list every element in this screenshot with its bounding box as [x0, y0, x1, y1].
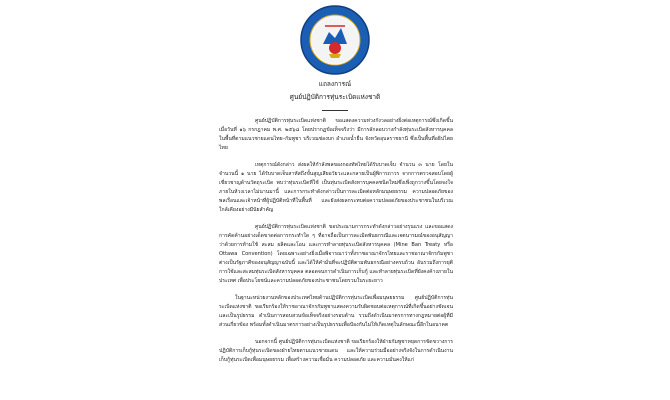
- issuing-organization: ศูนย์ปฏิบัติการทุ่นระเบิดแห่งชาติ: [289, 93, 381, 101]
- paragraph-3: ศูนย์ปฏิบัติการทุ่นระเบิดแห่งชาติ ขอประณามการกระทำดังกล่าวอย่างรุนแรง และขอแสดงการคัดค้านอย่างเด็ดขาดต่อการกระทำใด ๆ ที่อาจถือเป็นการละเมิดพันธกรณีและเจตนารมณ์ของอนุสัญญาว่าด้วยการห้ามใช้ สะสม ผลิตและโอน และการทำลายทุ่นระเบิดสังหารบุคคล (Mine Ban Treaty หรือ Ottawa Convention) โดยเฉพาะอย่างยิ่งเมื่อพิจารณาว่าทั้งราชอาณาจักรไทยและราชอาณาจักรกัมพูชาต่างเป็นรัฐภาคีของอนุสัญญาฉบับนี้ และได้ให้คำมั่นที่จะปฏิบัติตามพันธกรณีอย่างครบถ้วน อันรวมถึงการยุติการใช้และสะสมทุ่นระเบิดสังหารบุคคล ตลอดจนการดำเนินการเก็บกู้ และทำลายทุ่นระเบิดที่ยังคงค้างภายในประเทศ เพื่อประโยชน์และความปลอดภัยของประชาชนโดยรวมในระยะยาว: [219, 224, 453, 284]
- statement-body: [219, 117, 453, 373]
- paragraph-4: ในฐานะหน่วยงานหลักของประเทศไทยด้านปฏิบัติการทุ่นระเบิดเพื่อมนุษยธรรม ศูนย์ปฏิบัติการทุ่นระเบิดแห่งชาติ ขอเรียกร้องให้ราชอาณาจักรกัมพูชาแสดงความรับผิดชอบต่อเหตุการณ์ที่เกิดขึ้นอย่างชัดเจนและเป็นรูปธรรม ดำเนินการสอบสวนข้อเท็จจริงอย่างรอบด้าน รวมถึงดำเนินมาตรการทางกฎหมายต่อผู้ที่มีส่วนเกี่ยวข้อง พร้อมทั้งดำเนินมาตรการอย่างเป็นรูปธรรมเพื่อป้องกันไม่ให้เกิดเหตุในลักษณะนี้อีกในอนาคต: [219, 295, 453, 328]
- paragraph-1: ศูนย์ปฏิบัติการทุ่นระเบิดแห่งชาติ ขอแสดงความห่วงกังวลอย่างยิ่งต่อเหตุการณ์ซึ่งเกิดขึ้นเมื่อวันที่ ๑๖ กรกฎาคม พ.ศ. ๒๕๖๘ โดยปรากฏข้อเท็จจริงว่า มีการลักลอบวางกำลังทุ่นระเบิดสังหารบุคคลในพื้นที่ตามแนวชายแดนไทย–กัมพูชา บริเวณช่องบก อำเภอน้ำยืน จังหวัดอุบลราชธานี ซึ่งเป็นพื้นที่อธิปไตยไทย: [219, 118, 453, 151]
- thai-mine-action-center-emblem-icon: [299, 4, 371, 76]
- statement-heading: แถลงการณ์: [318, 80, 352, 88]
- paragraph-5: นอกจากนี้ ศูนย์ปฏิบัติการทุ่นระเบิดแห่งชาติ ขอเรียกร้องให้ฝ่ายกัมพูชาหยุดการขัดขวางการปฏิบัติการเก็บกู้ทุ่นระเบิดของฝ่ายไทยตามแนวชายแดน และให้ความร่วมมืออย่างจริงจังในการดำเนินงานเก็บกู้ทุ่นระเบิดเพื่อมนุษยธรรม เพื่อสร้างความเชื่อมั่น ความปลอดภัย และความมั่นคงให้แก่: [219, 339, 453, 363]
- heading-divider: [322, 110, 348, 111]
- paragraph-2: เหตุการณ์ดังกล่าว ส่งผลให้กำลังพลของกองทัพไทยได้รับบาดเจ็บ จำนวน ๓ นาย โดยในจำนวนนี้ ๑ นาย ได้รับบาดเจ็บสาหัสถึงขั้นสูญเสียอวัยวะและกลายเป็นผู้พิการถาวร จากการตรวจสอบโดยผู้เชี่ยวชาญด้านวัตถุระเบิด พบว่าทุ่นระเบิดที่ใช้ เป็นทุ่นระเบิดสังหารบุคคลชนิดใหม่ซึ่งเพิ่งถูกวางขึ้นโดยจงใจภายในห้วงเวลาไม่นานมานี้ และการกระทำดังกล่าวเป็นการละเมิดต่อหลักมนุษยธรรม ความปลอดภัยของพลเรือนและเจ้าหน้าที่ผู้ปฏิบัติหน้าที่ในพื้นที่ และยังส่งผลกระทบต่อความปลอดภัยของประชาชนในบริเวณใกล้เคียงอย่างมีนัยสำคัญ: [219, 162, 453, 213]
